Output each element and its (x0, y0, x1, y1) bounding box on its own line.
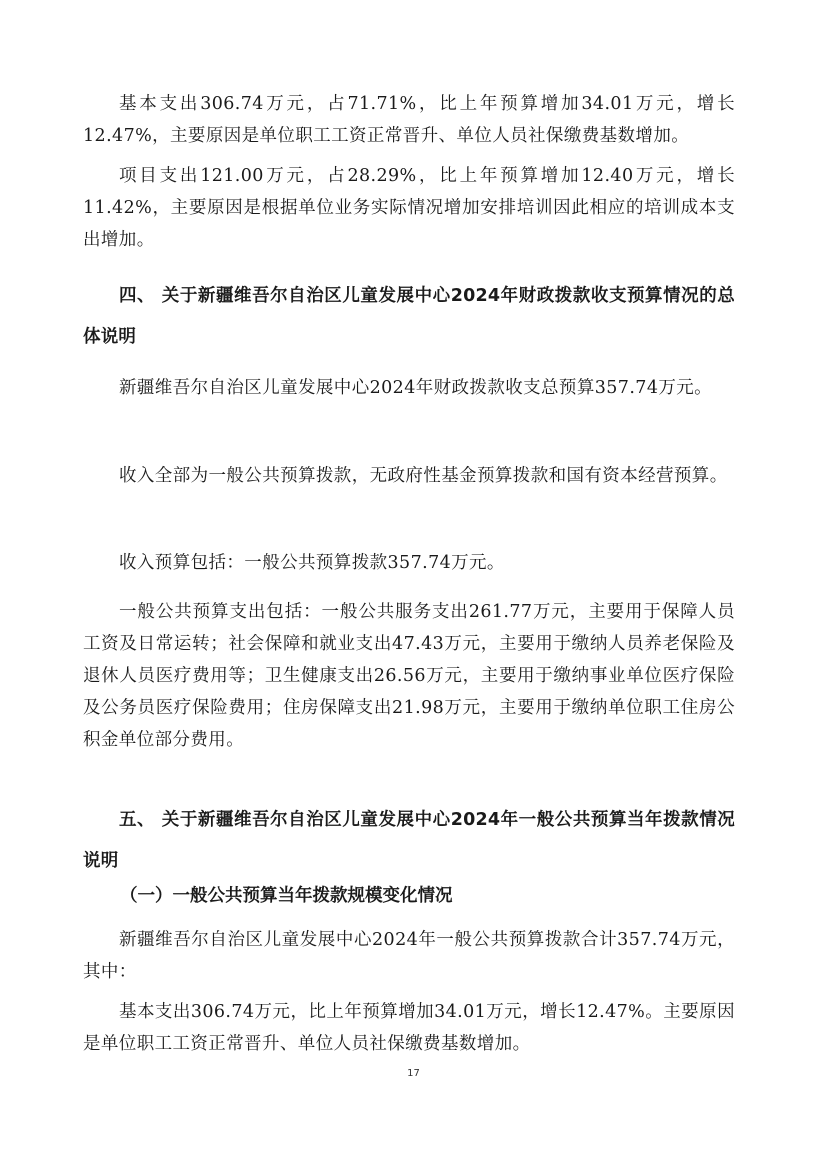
paragraph-expenditure-breakdown: 一般公共预算支出包括：一般公共服务支出261.77万元，主要用于保障人员工资及日常运转；社会保障和就业支出47.43万元，主要用于缴纳人员养老保险及退休人员医疗费用等；卫生健康支出26.56万元，主要用于缴纳事业单位医疗保险及公务员医疗保险费用；住房保障支出21.98万元，主要用于缴纳单位职工住房公积金单位部分费用。 (83, 602, 735, 750)
paragraph-basic-expenditure-change: 基本支出306.74万元，比上年预算增加34.01万元，增长12.47%。主要原因是单位职工工资正常晋升、单位人员社保缴费基数增加。 (83, 1002, 735, 1054)
paragraph-appropriation-total: 新疆维吾尔自治区儿童发展中心2024年一般公共预算拨款合计357.74万元，其中： (83, 930, 735, 982)
paragraph-total-budget: 新疆维吾尔自治区儿童发展中心2024年财政拨款收支总预算357.74万元。 (119, 378, 713, 398)
page-number: 17 (407, 1068, 420, 1079)
paragraph-income-budget: 收入预算包括：一般公共预算拨款357.74万元。 (119, 553, 505, 573)
paragraph-basic-expenditure: 基本支出306.74万元，占71.71%，比上年预算增加34.01万元，增长12.47%，主要原因是单位职工工资正常晋升、单位人员社保缴费基数增加。 (83, 94, 735, 146)
section-heading-4: 四、 关于新疆维吾尔自治区儿童发展中心2024年财政拨款收支预算情况的总体说明 (83, 286, 735, 347)
paragraph-project-expenditure: 项目支出121.00万元，占28.29%，比上年预算增加12.40万元，增长11.42%，主要原因是根据单位业务实际情况增加安排培训因此相应的培训成本支出增加。 (83, 166, 735, 250)
section-heading-5: 五、 关于新疆维吾尔自治区儿童发展中心2024年一般公共预算当年拨款情况说明 (83, 810, 735, 871)
subsection-heading-5-1: （一）一般公共预算当年拨款规模变化情况 (120, 886, 453, 906)
paragraph-income-composition: 收入全部为一般公共预算拨款，无政府性基金预算拨款和国有资本经营预算。 (119, 466, 728, 486)
